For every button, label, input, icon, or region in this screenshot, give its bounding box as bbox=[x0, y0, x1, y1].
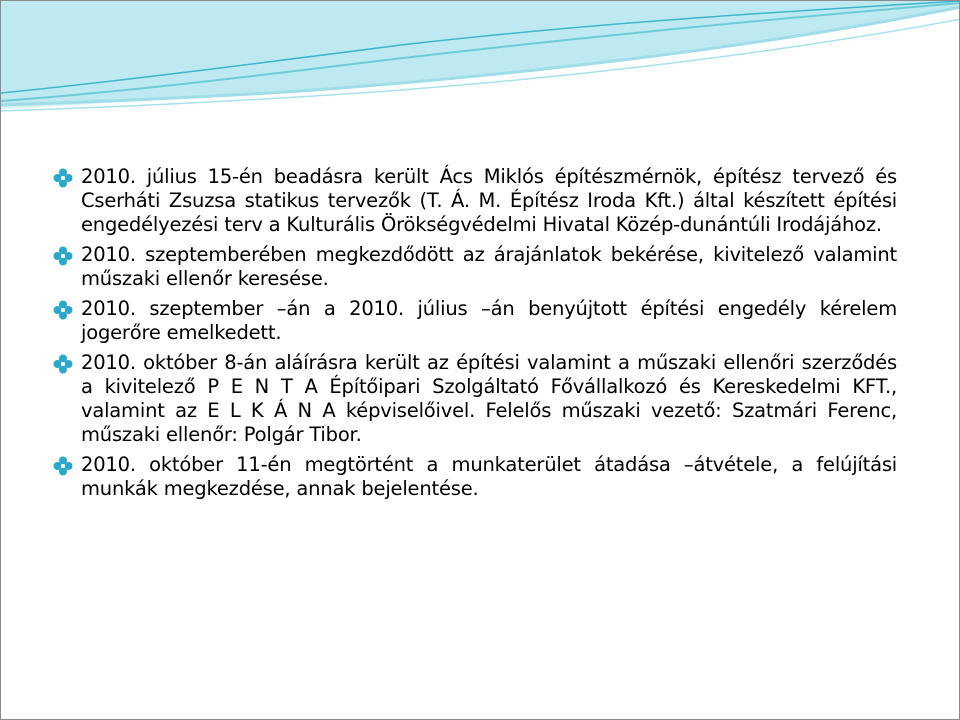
list-item bbox=[53, 297, 897, 345]
diamond-bullet-icon bbox=[53, 351, 81, 375]
list-item-text: 2010. szeptember –án a 2010. július –án benyújtott építési engedély kérelem jogerőre emelkedett. bbox=[81, 297, 897, 344]
wave-decoration bbox=[1, 1, 960, 141]
list-item-text: 2010. szeptemberében megkezdődött az árajánlatok bekérése, kivitelező valamint műszaki ellenőr keresése. bbox=[81, 243, 897, 290]
diamond-bullet-icon bbox=[53, 453, 81, 477]
list-item-text: 2010. október 11-én megtörtént a munkaterület átadása –átvétele, a felújítási munkák megkezdése, annak bejelentése. bbox=[81, 453, 897, 500]
list-item bbox=[53, 165, 897, 237]
bullet-list bbox=[53, 165, 897, 507]
list-item-text: 2010. október 8-án aláírásra került az építési valamint a műszaki ellenőri szerződés a kivitelező P E N T A Építőipari Szolgáltató Fővállalkozó és Kereskedelmi KFT., valamint az E L K Á N A képviselőivel. Felelős műszaki vezető: Szatmári Ferenc, műszaki ellenőr: Polgár Tibor. bbox=[81, 351, 897, 446]
list-item bbox=[53, 351, 897, 447]
diamond-bullet-icon bbox=[53, 297, 81, 321]
list-item bbox=[53, 243, 897, 291]
diamond-bullet-icon bbox=[53, 243, 81, 267]
list-item-text: 2010. július 15-én beadásra került Ács Miklós építészmérnök, építész tervező és Cserháti Zsuzsa statikus tervezők (T. Á. M. Építész Iroda Kft.) által készített építési engedélyezési terv a Kulturális Örökségvédelmi Hivatal Közép-dunántúli Irodájához. bbox=[81, 165, 897, 236]
diamond-bullet-icon bbox=[53, 165, 81, 189]
list-item bbox=[53, 453, 897, 501]
